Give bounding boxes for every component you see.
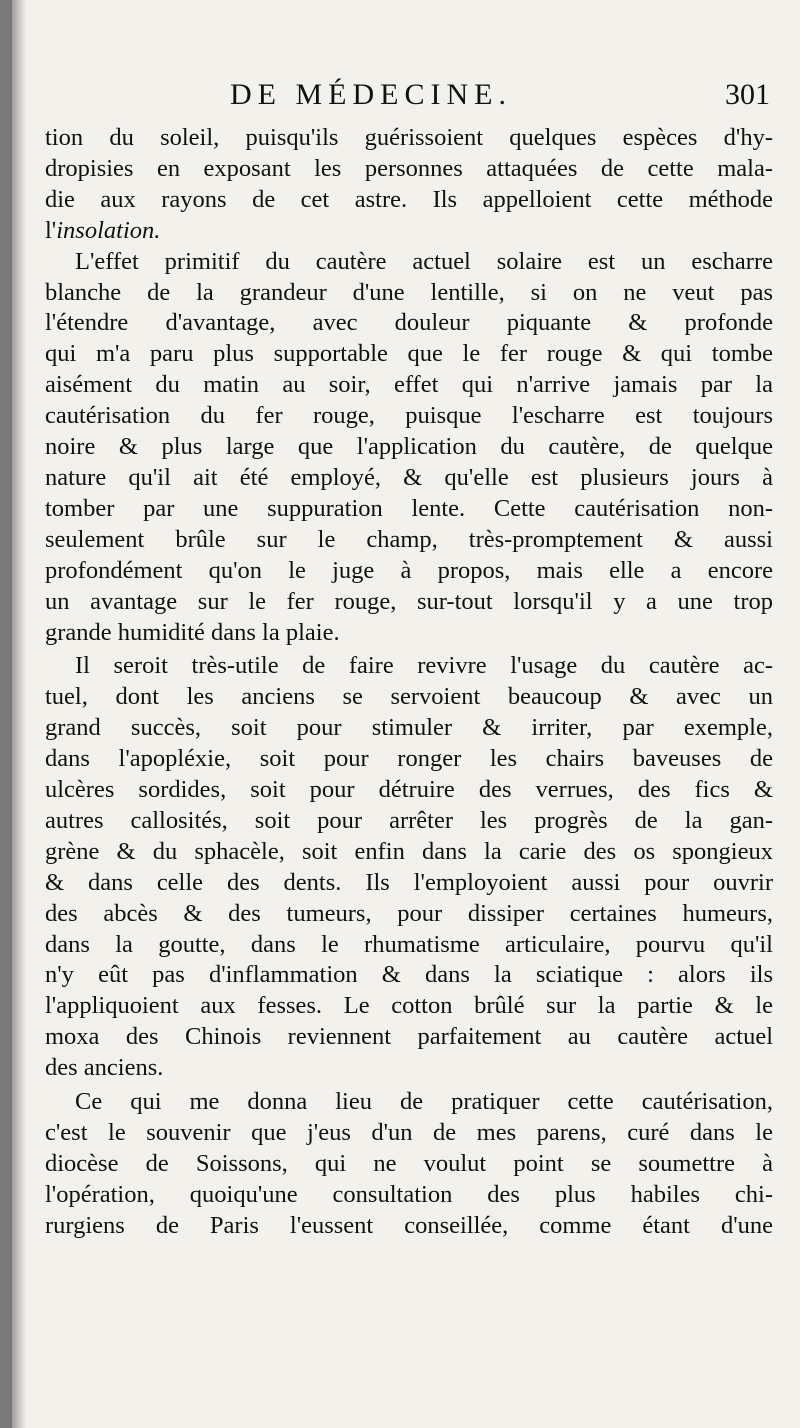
text-line: blanche de la grandeur d'une lentille, si on ne veut pas [45, 278, 773, 306]
text-line: nature qu'il ait été employé, & qu'elle est plusieurs jours à [45, 463, 773, 491]
text-line: profondément qu'on le juge à propos, mais elle a encore [45, 556, 773, 584]
paragraph-first-line: Il seroit très-utile de faire revivre l'usage du cautère ac- [75, 652, 773, 680]
paragraph-first-line: L'effet primitif du cautère actuel solaire est un escharre [75, 247, 773, 275]
book-page [12, 0, 800, 1428]
text-line: l'étendre d'avantage, avec douleur piquante & profonde [45, 309, 773, 337]
text-line: c'est le souvenir que j'eus d'un de mes parens, curé dans le [45, 1119, 773, 1146]
text-line: dans l'apopléxie, soit pour ronger les chairs baveuses de [45, 745, 773, 773]
text-line: die aux rayons de cet astre. Ils appelloient cette méthode [45, 185, 773, 213]
text-line: tuel, dont les anciens se servoient beaucoup & avec un [45, 683, 773, 711]
paragraph-first-line: Ce qui me donna lieu de pratiquer cette cautérisation, [75, 1088, 773, 1116]
italic-term-insolation: insolation. [56, 216, 161, 244]
text-line: grène & du sphacèle, soit enfin dans la carie des os spongieux [45, 837, 773, 865]
text-fragment: l' [45, 216, 57, 244]
text-line: des abcès & des tumeurs, pour dissiper certaines humeurs, [45, 899, 773, 927]
body-text [45, 123, 773, 1242]
text-line: des anciens. [45, 1054, 164, 1082]
text-line: l'opération, quoiqu'une consultation des plus habiles chi- [45, 1180, 773, 1208]
text-line: grand succès, soit pour stimuler & irriter, par exemple, [45, 714, 773, 742]
text-line: tion du soleil, puisqu'ils guérissoient quelques espèces d'hy- [45, 124, 773, 151]
text-line: aisément du matin au soir, effet qui n'arrive jamais par la [45, 371, 773, 399]
text-line: moxa des Chinois reviennent parfaitement au cautère actuel [45, 1023, 773, 1051]
text-line: n'y eût pas d'inflammation & dans la sciatique : alors ils [45, 961, 773, 989]
text-line: diocèse de Soissons, qui ne voulut point se soumettre à [45, 1149, 773, 1177]
text-line: un avantage sur le fer rouge, sur-tout lorsqu'il y a une trop [45, 587, 773, 615]
text-line: cautérisation du fer rouge, puisque l'escharre est toujours [45, 402, 773, 430]
text-line: grande humidité dans la plaie. [45, 618, 340, 646]
running-title: DE MÉDECINE. [230, 78, 512, 111]
text-line: & dans celle des dents. Ils l'employoient aussi pour ouvrir [45, 868, 773, 896]
text-line: ulcères sordides, soit pour détruire des verrues, des fics & [45, 776, 773, 804]
text-line: dans la goutte, dans le rhumatisme articulaire, pourvu qu'il [45, 930, 773, 958]
spine-shadow [12, 0, 26, 1428]
text-line: dropisies en exposant les personnes attaquées de cette mala- [45, 154, 773, 182]
text-line: rurgiens de Paris l'eussent conseillée, comme étant d'une [45, 1211, 773, 1239]
text-line: qui m'a paru plus supportable que le fer rouge & qui tombe [45, 340, 773, 368]
text-line: tomber par une suppuration lente. Cette cautérisation non- [45, 494, 773, 522]
text-line: autres callosités, soit pour arrêter les progrès de la gan- [45, 806, 773, 834]
text-line: l'appliquoient aux fesses. Le cotton brûlé sur la partie & le [45, 992, 773, 1020]
text-line: noire & plus large que l'application du cautère, de quelque [45, 433, 773, 461]
page-number: 301 [725, 78, 770, 111]
text-line [45, 216, 773, 247]
running-head [12, 78, 800, 118]
text-line: seulement brûle sur le champ, très-promptement & aussi [45, 525, 773, 553]
